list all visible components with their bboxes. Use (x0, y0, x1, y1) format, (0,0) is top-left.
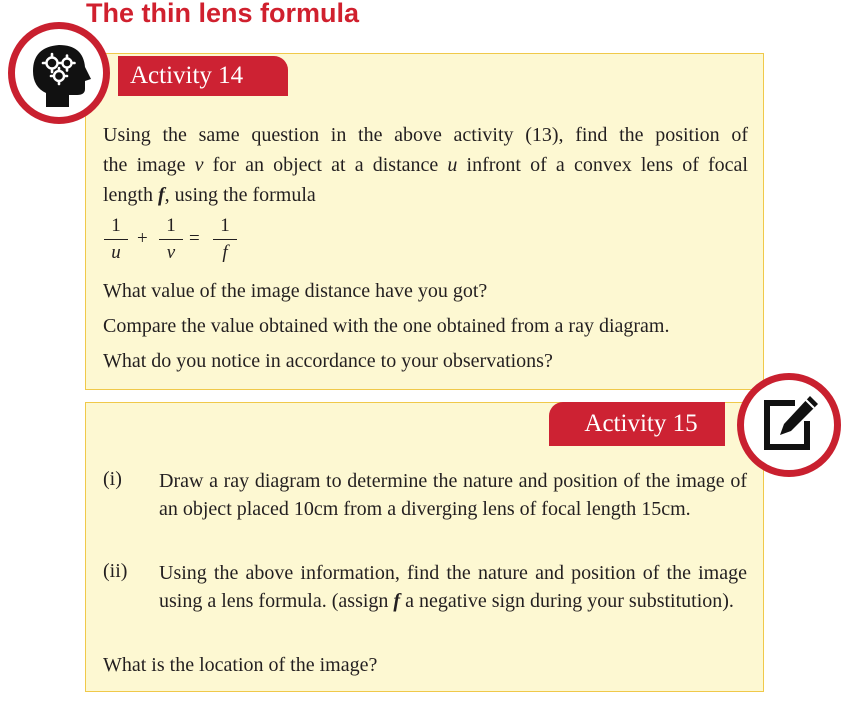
variable-u: u (447, 154, 458, 176)
activity-15-closing-question: What is the location of the image? (103, 654, 378, 676)
fraction-bar (104, 239, 128, 240)
activity-14-question-3: What do you notice in accordance to your observations? (103, 350, 553, 372)
activity-14-banner: Activity 14 (118, 56, 288, 96)
item-text: Using the above information, find the nature and position of the image using a lens formula. (assign (159, 562, 747, 612)
denominator: v (166, 242, 176, 263)
intro-text: the image (103, 154, 195, 176)
intro-text: , using the formula (164, 184, 316, 206)
activity-14-question-1: What value of the image distance have you got? (103, 280, 488, 302)
variable-v: v (194, 154, 204, 176)
fraction-bar (159, 239, 183, 240)
pencil-note-icon (737, 373, 841, 477)
fraction-1-over-u (104, 215, 128, 264)
plus-sign: + (137, 228, 148, 249)
fraction-1-over-f (213, 215, 237, 264)
item-marker-i: (i) (103, 468, 122, 490)
activity-14-intro-line-1: Using the same question in the above activity (13), find the position of (103, 124, 748, 146)
variable-f: f (158, 184, 165, 206)
denominator: u (111, 242, 121, 263)
equals-sign: = (189, 228, 200, 249)
numerator: 1 (166, 215, 176, 236)
activity-15-banner: Activity 15 (549, 402, 725, 446)
numerator: 1 (111, 215, 121, 236)
item-marker-ii: (ii) (103, 560, 128, 582)
activity-14-question-2: Compare the value obtained with the one obtained from a ray diagram. (103, 315, 670, 337)
activity-14-intro-line-2 (103, 150, 748, 180)
variable-f: f (393, 589, 401, 612)
intro-text: for an object at a distance (203, 154, 448, 176)
intro-text: infront of a convex lens of focal (457, 154, 748, 176)
fraction-1-over-v (159, 215, 183, 264)
fraction-bar (213, 239, 237, 240)
numerator: 1 (220, 215, 230, 236)
item-text: a negative sign during your substitution). (400, 589, 734, 612)
activity-14-intro-line-3 (103, 180, 748, 210)
intro-text: length (103, 184, 158, 206)
activity-15-item-ii (159, 560, 747, 615)
head-gears-icon (8, 22, 110, 124)
denominator: f (222, 242, 228, 263)
section-title: The thin lens formula (86, 0, 360, 28)
activity-15-item-i: Draw a ray diagram to determine the nature and position of the image of an object placed 10cm from a diverging lens of focal length 15cm. (159, 470, 747, 520)
